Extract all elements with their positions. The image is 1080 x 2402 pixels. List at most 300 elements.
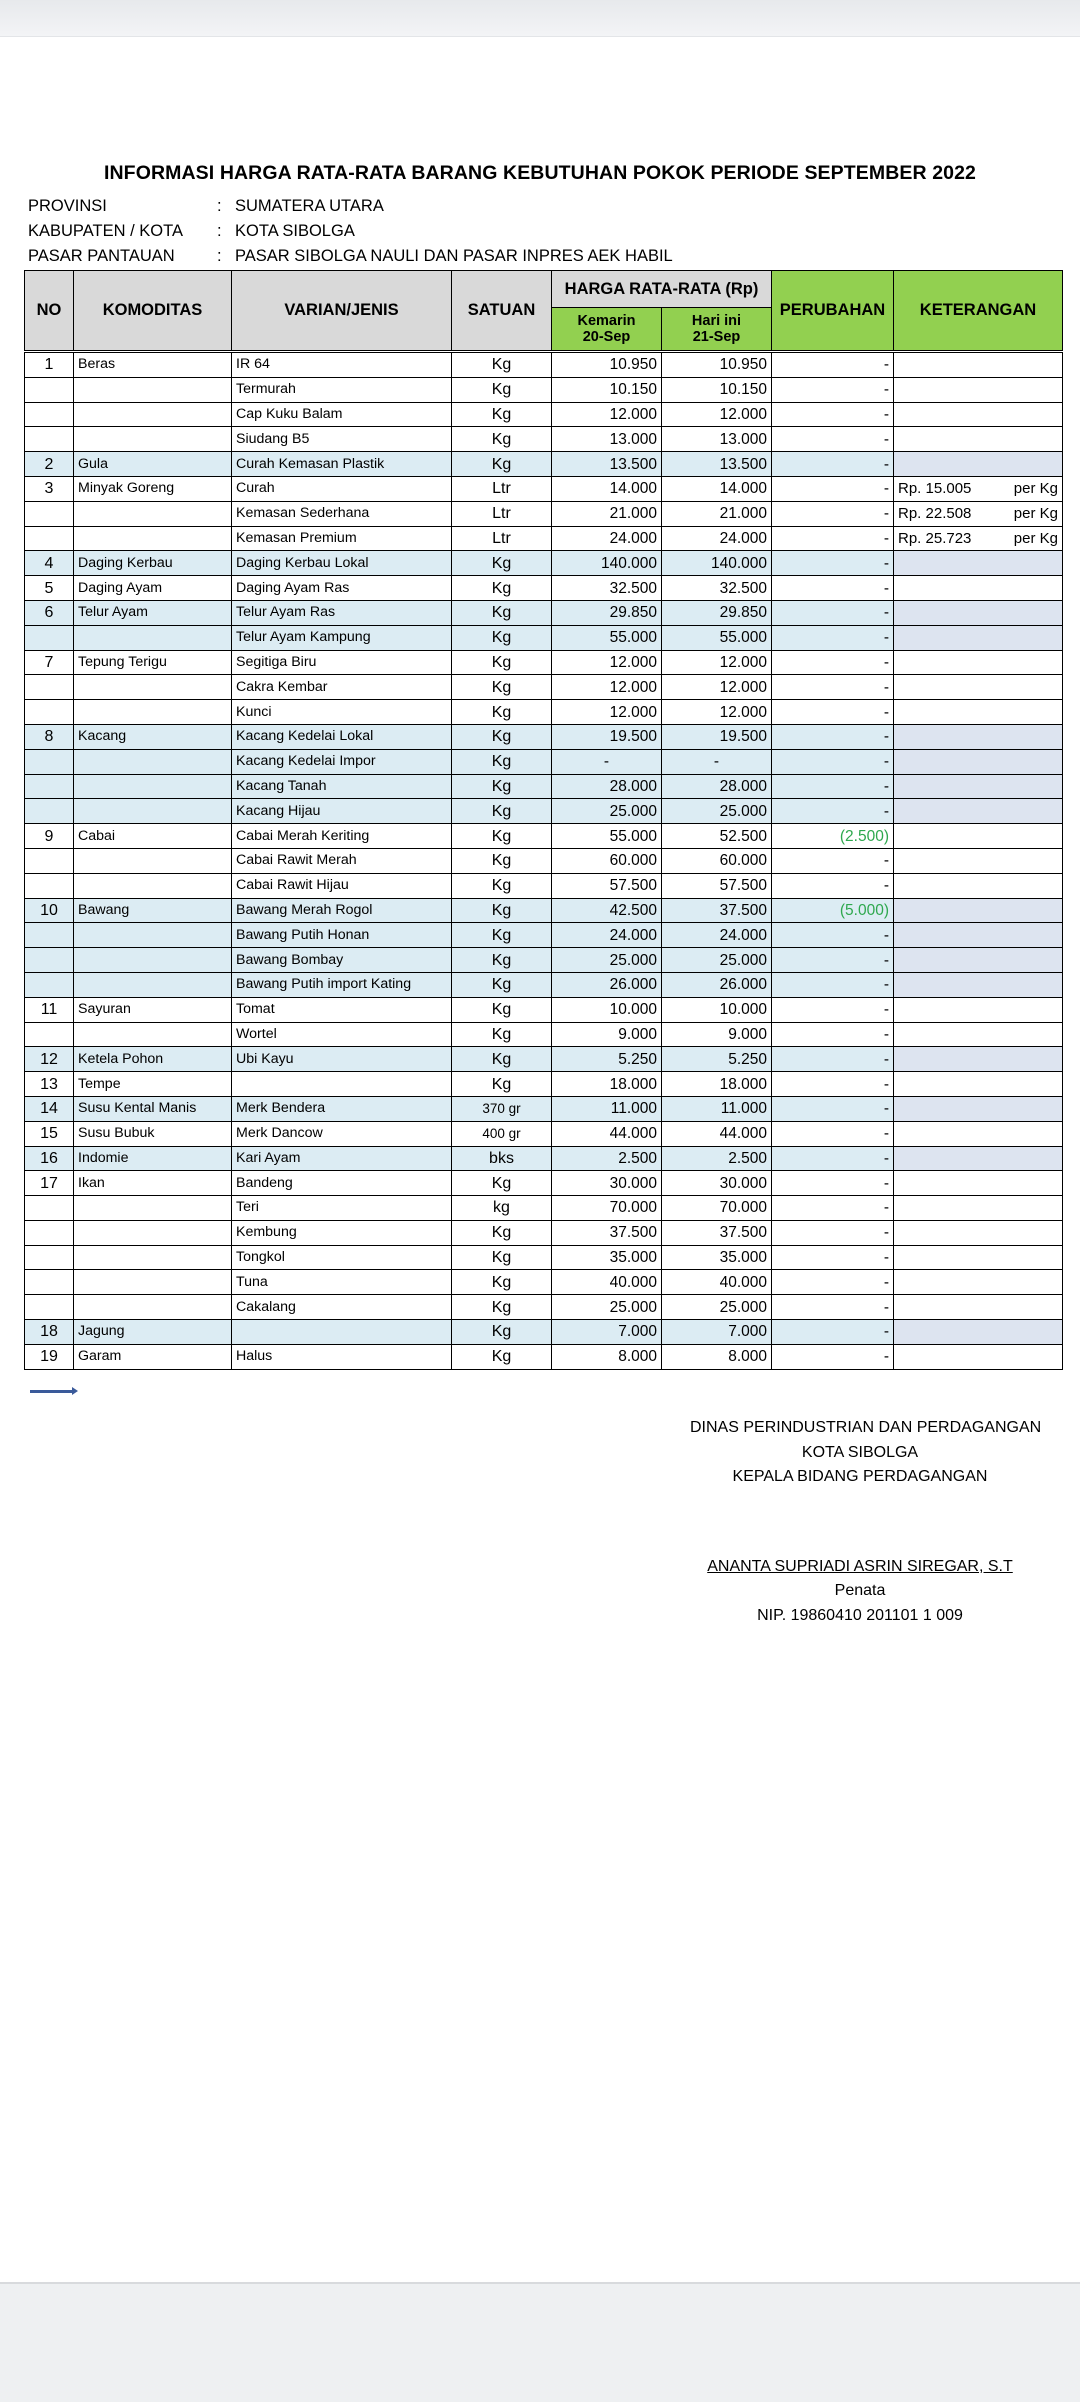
row-perubahan: -: [772, 427, 894, 452]
row-perubahan: -: [772, 749, 894, 774]
row-satuan: Kg: [452, 774, 552, 799]
row-keterangan: [894, 352, 1063, 378]
row-varian: Siudang B5: [232, 427, 452, 452]
row-satuan: Kg: [452, 452, 552, 477]
row-varian: Cabai Rawit Merah: [232, 848, 452, 873]
row-varian: Kacang Tanah: [232, 774, 452, 799]
row-varian: Bawang Merah Rogol: [232, 898, 452, 923]
row-keterangan: [894, 650, 1063, 675]
row-satuan: Kg: [452, 923, 552, 948]
row-hari-ini: 18.000: [662, 1072, 772, 1097]
row-komoditas: [74, 799, 232, 824]
row-satuan: Kg: [452, 749, 552, 774]
row-perubahan: (2.500): [772, 824, 894, 849]
row-komoditas: [74, 1022, 232, 1047]
row-satuan: Kg: [452, 402, 552, 427]
row-hari-ini: -: [662, 749, 772, 774]
row-perubahan: -: [772, 799, 894, 824]
table-row: [25, 948, 1063, 973]
table-row: [25, 1146, 1063, 1171]
row-keterangan: [894, 1146, 1063, 1171]
table-row: [25, 576, 1063, 601]
row-perubahan: -: [772, 1295, 894, 1320]
row-kemarin: 70.000: [552, 1196, 662, 1221]
row-varian: Merk Dancow: [232, 1121, 452, 1146]
row-komoditas: Susu Kental Manis: [74, 1096, 232, 1121]
row-kemarin: 25.000: [552, 1295, 662, 1320]
row-kemarin: 12.000: [552, 650, 662, 675]
row-varian: Halus: [232, 1344, 452, 1369]
row-varian: Tomat: [232, 997, 452, 1022]
row-keterangan: [894, 377, 1063, 402]
row-perubahan: -: [772, 700, 894, 725]
row-kemarin: 10.000: [552, 997, 662, 1022]
row-kemarin: 19.500: [552, 724, 662, 749]
row-satuan: Kg: [452, 1047, 552, 1072]
row-keterangan: [894, 700, 1063, 725]
row-satuan: Kg: [452, 1270, 552, 1295]
row-varian: Cakalang: [232, 1295, 452, 1320]
row-keterangan: [894, 526, 1063, 551]
row-perubahan: -: [772, 1146, 894, 1171]
table-row: [25, 923, 1063, 948]
row-komoditas: Tepung Terigu: [74, 650, 232, 675]
info-value: SUMATERA UTARA: [235, 197, 384, 215]
row-varian: Cabai Rawit Hijau: [232, 873, 452, 898]
row-no: [25, 1022, 74, 1047]
table-row: [25, 1096, 1063, 1121]
row-komoditas: [74, 1295, 232, 1320]
row-komoditas: [74, 427, 232, 452]
row-varian: Kembung: [232, 1220, 452, 1245]
row-kemarin: 25.000: [552, 948, 662, 973]
row-keterangan: [894, 972, 1063, 997]
row-no: 17: [25, 1171, 74, 1196]
table-row: [25, 1196, 1063, 1221]
header-kemarin-label: Kemarin: [577, 313, 636, 329]
row-keterangan: [894, 873, 1063, 898]
row-komoditas: [74, 923, 232, 948]
row-komoditas: [74, 848, 232, 873]
row-satuan: Kg: [452, 1171, 552, 1196]
row-komoditas: Garam: [74, 1344, 232, 1369]
keterangan-unit: per Kg: [1013, 480, 1058, 498]
row-satuan: Kg: [452, 873, 552, 898]
row-perubahan: (5.000): [772, 898, 894, 923]
row-keterangan: [894, 427, 1063, 452]
row-no: [25, 377, 74, 402]
row-kemarin: 10.150: [552, 377, 662, 402]
header-hari-ini: [662, 308, 772, 352]
row-hari-ini: 10.150: [662, 377, 772, 402]
row-hari-ini: 44.000: [662, 1121, 772, 1146]
row-no: 8: [25, 724, 74, 749]
row-kemarin: 5.250: [552, 1047, 662, 1072]
row-varian: IR 64: [232, 352, 452, 378]
row-varian: Ubi Kayu: [232, 1047, 452, 1072]
signature-block: [690, 1416, 1042, 1628]
row-varian: Bandeng: [232, 1171, 452, 1196]
row-kemarin: 2.500: [552, 1146, 662, 1171]
row-satuan: Kg: [452, 700, 552, 725]
table-row: [25, 650, 1063, 675]
header-hari-ini-date: 21-Sep: [692, 329, 741, 345]
table-row: [25, 600, 1063, 625]
row-hari-ini: 21.000: [662, 501, 772, 526]
row-perubahan: -: [772, 724, 894, 749]
row-komoditas: [74, 377, 232, 402]
info-label: KABUPATEN / KOTA: [28, 222, 183, 240]
row-perubahan: -: [772, 1171, 894, 1196]
info-label: PROVINSI: [28, 197, 107, 215]
row-no: 2: [25, 452, 74, 477]
row-no: [25, 923, 74, 948]
row-varian: Cakra Kembar: [232, 675, 452, 700]
row-no: [25, 774, 74, 799]
row-hari-ini: 13.000: [662, 427, 772, 452]
row-hari-ini: 8.000: [662, 1344, 772, 1369]
row-varian: Cabai Merah Keriting: [232, 824, 452, 849]
row-no: [25, 1220, 74, 1245]
row-komoditas: Ikan: [74, 1171, 232, 1196]
row-no: 13: [25, 1072, 74, 1097]
row-satuan: Ltr: [452, 501, 552, 526]
row-no: [25, 501, 74, 526]
row-satuan: bks: [452, 1146, 552, 1171]
row-kemarin: 140.000: [552, 551, 662, 576]
table-row: [25, 625, 1063, 650]
row-varian: Bawang Bombay: [232, 948, 452, 973]
row-varian: Bawang Putih import Kating: [232, 972, 452, 997]
table-row: [25, 1245, 1063, 1270]
info-colon: :: [217, 222, 222, 240]
row-perubahan: -: [772, 1220, 894, 1245]
row-komoditas: Beras: [74, 352, 232, 378]
row-no: [25, 848, 74, 873]
row-kemarin: 12.000: [552, 402, 662, 427]
row-hari-ini: 37.500: [662, 898, 772, 923]
keterangan-unit: per Kg: [1013, 505, 1058, 523]
row-no: 6: [25, 600, 74, 625]
row-hari-ini: 25.000: [662, 948, 772, 973]
row-kemarin: 44.000: [552, 1121, 662, 1146]
table-row: [25, 551, 1063, 576]
row-hari-ini: 9.000: [662, 1022, 772, 1047]
table-row: [25, 1121, 1063, 1146]
row-satuan: Kg: [452, 1320, 552, 1345]
row-no: [25, 873, 74, 898]
table-row: [25, 749, 1063, 774]
row-hari-ini: 12.000: [662, 700, 772, 725]
signature-position: KEPALA BIDANG PERDAGANGAN: [732, 1468, 988, 1485]
row-perubahan: -: [772, 675, 894, 700]
row-hari-ini: 12.000: [662, 675, 772, 700]
row-satuan: Kg: [452, 824, 552, 849]
row-no: 7: [25, 650, 74, 675]
header-kemarin-date: 20-Sep: [582, 329, 631, 345]
row-kemarin: 13.500: [552, 452, 662, 477]
row-keterangan: [894, 551, 1063, 576]
row-kemarin: 13.000: [552, 427, 662, 452]
row-hari-ini: 25.000: [662, 1295, 772, 1320]
row-satuan: Kg: [452, 625, 552, 650]
row-keterangan: [894, 1196, 1063, 1221]
row-kemarin: 25.000: [552, 799, 662, 824]
row-hari-ini: 12.000: [662, 402, 772, 427]
header-perubahan: PERUBAHAN: [772, 271, 894, 352]
keterangan-value: Rp. 15.005: [898, 480, 972, 498]
row-keterangan: [894, 1270, 1063, 1295]
row-komoditas: [74, 1196, 232, 1221]
row-no: [25, 625, 74, 650]
row-keterangan: [894, 1171, 1063, 1196]
row-satuan: Ltr: [452, 476, 552, 501]
table-row: [25, 402, 1063, 427]
row-komoditas: Sayuran: [74, 997, 232, 1022]
table-row: [25, 427, 1063, 452]
row-kemarin: 8.000: [552, 1344, 662, 1369]
row-kemarin: -: [552, 749, 662, 774]
row-satuan: Kg: [452, 675, 552, 700]
row-hari-ini: 2.500: [662, 1146, 772, 1171]
row-varian: Tongkol: [232, 1245, 452, 1270]
row-varian: Kemasan Sederhana: [232, 501, 452, 526]
row-hari-ini: 5.250: [662, 1047, 772, 1072]
row-perubahan: -: [772, 352, 894, 378]
row-perubahan: -: [772, 948, 894, 973]
row-hari-ini: 40.000: [662, 1270, 772, 1295]
table-row: [25, 1220, 1063, 1245]
row-komoditas: Indomie: [74, 1146, 232, 1171]
row-varian: Cap Kuku Balam: [232, 402, 452, 427]
row-hari-ini: 13.500: [662, 452, 772, 477]
row-hari-ini: 30.000: [662, 1171, 772, 1196]
row-varian: Segitiga Biru: [232, 650, 452, 675]
row-kemarin: 11.000: [552, 1096, 662, 1121]
row-no: 9: [25, 824, 74, 849]
row-komoditas: [74, 501, 232, 526]
row-varian: Bawang Putih Honan: [232, 923, 452, 948]
table-row: [25, 377, 1063, 402]
row-no: [25, 402, 74, 427]
row-hari-ini: 11.000: [662, 1096, 772, 1121]
row-perubahan: -: [772, 972, 894, 997]
row-hari-ini: 24.000: [662, 526, 772, 551]
header-hari-ini-label: Hari ini: [691, 313, 742, 329]
keterangan-unit: per Kg: [1013, 529, 1058, 547]
info-value: PASAR SIBOLGA NAULI DAN PASAR INPRES AEK HABIL: [235, 247, 673, 265]
table-row: [25, 1022, 1063, 1047]
row-kemarin: 60.000: [552, 848, 662, 873]
table-row: [25, 848, 1063, 873]
row-varian: Kari Ayam: [232, 1146, 452, 1171]
row-varian: Merk Bendera: [232, 1096, 452, 1121]
row-kemarin: 7.000: [552, 1320, 662, 1345]
info-colon: :: [217, 197, 222, 215]
row-satuan: Kg: [452, 898, 552, 923]
row-keterangan: [894, 1344, 1063, 1369]
row-no: [25, 799, 74, 824]
row-keterangan: [894, 1121, 1063, 1146]
row-satuan: Kg: [452, 848, 552, 873]
row-kemarin: 21.000: [552, 501, 662, 526]
header-keterangan: KETERANGAN: [894, 271, 1063, 352]
row-hari-ini: 32.500: [662, 576, 772, 601]
row-hari-ini: 55.000: [662, 625, 772, 650]
row-no: [25, 948, 74, 973]
row-varian: Kunci: [232, 700, 452, 725]
row-satuan: Kg: [452, 650, 552, 675]
info-label: PASAR PANTAUAN: [28, 247, 175, 265]
table-row: [25, 675, 1063, 700]
row-no: [25, 1270, 74, 1295]
signature-nip: NIP. 19860410 201101 1 009: [757, 1606, 963, 1624]
row-no: 19: [25, 1344, 74, 1369]
row-kemarin: 55.000: [552, 824, 662, 849]
row-hari-ini: 29.850: [662, 600, 772, 625]
row-keterangan: [894, 1295, 1063, 1320]
row-no: 15: [25, 1121, 74, 1146]
row-satuan: Kg: [452, 997, 552, 1022]
info-colon: :: [217, 247, 222, 265]
row-varian: Kacang Hijau: [232, 799, 452, 824]
row-komoditas: Jagung: [74, 1320, 232, 1345]
row-perubahan: -: [772, 1096, 894, 1121]
row-satuan: Kg: [452, 576, 552, 601]
row-satuan: Kg: [452, 427, 552, 452]
row-no: [25, 1196, 74, 1221]
table-row: [25, 898, 1063, 923]
table-row: [25, 1047, 1063, 1072]
row-perubahan: -: [772, 923, 894, 948]
row-varian: Kacang Kedelai Lokal: [232, 724, 452, 749]
row-kemarin: 26.000: [552, 972, 662, 997]
row-varian: Daging Ayam Ras: [232, 576, 452, 601]
row-komoditas: Ketela Pohon: [74, 1047, 232, 1072]
row-komoditas: Telur Ayam: [74, 600, 232, 625]
row-komoditas: [74, 774, 232, 799]
row-hari-ini: 28.000: [662, 774, 772, 799]
table-row: [25, 501, 1063, 526]
row-kemarin: 12.000: [552, 700, 662, 725]
row-hari-ini: 24.000: [662, 923, 772, 948]
row-perubahan: -: [772, 774, 894, 799]
row-hari-ini: 70.000: [662, 1196, 772, 1221]
row-varian: Wortel: [232, 1022, 452, 1047]
row-komoditas: Daging Ayam: [74, 576, 232, 601]
row-no: [25, 675, 74, 700]
row-no: [25, 700, 74, 725]
row-kemarin: 9.000: [552, 1022, 662, 1047]
row-perubahan: -: [772, 526, 894, 551]
row-komoditas: Susu Bubuk: [74, 1121, 232, 1146]
keterangan-value: Rp. 22.508: [898, 505, 972, 523]
table-row: [25, 724, 1063, 749]
row-hari-ini: 60.000: [662, 848, 772, 873]
row-no: 11: [25, 997, 74, 1022]
row-komoditas: [74, 972, 232, 997]
table-row: [25, 1270, 1063, 1295]
row-varian: Curah: [232, 476, 452, 501]
row-kemarin: 24.000: [552, 923, 662, 948]
row-varian: Daging Kerbau Lokal: [232, 551, 452, 576]
row-satuan: Kg: [452, 948, 552, 973]
table-row: [25, 1171, 1063, 1196]
row-keterangan: [894, 1096, 1063, 1121]
row-kemarin: 35.000: [552, 1245, 662, 1270]
document-title: INFORMASI HARGA RATA-RATA BARANG KEBUTUHAN POKOK PERIODE SEPTEMBER 2022: [103, 162, 976, 184]
row-satuan: Kg: [452, 600, 552, 625]
row-komoditas: Cabai: [74, 824, 232, 849]
info-value: KOTA SIBOLGA: [235, 222, 355, 240]
keterangan-value: Rp. 25.723: [898, 529, 972, 547]
table-row: [25, 476, 1063, 501]
row-varian: Curah Kemasan Plastik: [232, 452, 452, 477]
row-satuan: Ltr: [452, 526, 552, 551]
table-row: [25, 799, 1063, 824]
row-kemarin: 40.000: [552, 1270, 662, 1295]
row-hari-ini: 14.000: [662, 476, 772, 501]
row-keterangan: [894, 501, 1063, 526]
row-perubahan: -: [772, 377, 894, 402]
row-perubahan: -: [772, 576, 894, 601]
row-komoditas: [74, 749, 232, 774]
row-satuan: Kg: [452, 1072, 552, 1097]
row-satuan: Kg: [452, 352, 552, 378]
row-kemarin: 14.000: [552, 476, 662, 501]
header-komoditas: KOMODITAS: [74, 271, 232, 352]
row-keterangan: [894, 824, 1063, 849]
row-keterangan: [894, 1220, 1063, 1245]
row-komoditas: [74, 948, 232, 973]
row-satuan: Kg: [452, 1295, 552, 1320]
row-satuan: Kg: [452, 724, 552, 749]
row-satuan: Kg: [452, 1022, 552, 1047]
row-no: 1: [25, 352, 74, 378]
row-varian: Tuna: [232, 1270, 452, 1295]
row-hari-ini: 10.000: [662, 997, 772, 1022]
row-perubahan: -: [772, 452, 894, 477]
row-keterangan: [894, 799, 1063, 824]
row-komoditas: [74, 526, 232, 551]
row-perubahan: -: [772, 625, 894, 650]
row-hari-ini: 7.000: [662, 1320, 772, 1345]
table-row: [25, 700, 1063, 725]
row-no: 16: [25, 1146, 74, 1171]
row-hari-ini: 35.000: [662, 1245, 772, 1270]
table-row: [25, 1320, 1063, 1345]
row-keterangan: [894, 452, 1063, 477]
bottom-bar: [0, 2282, 1080, 2402]
row-no: [25, 749, 74, 774]
row-komoditas: Minyak Goreng: [74, 476, 232, 501]
row-no: 18: [25, 1320, 74, 1345]
row-kemarin: 24.000: [552, 526, 662, 551]
row-satuan: Kg: [452, 1220, 552, 1245]
row-satuan: Kg: [452, 799, 552, 824]
row-komoditas: Tempe: [74, 1072, 232, 1097]
row-kemarin: 28.000: [552, 774, 662, 799]
row-satuan: 400 gr: [452, 1121, 552, 1146]
signature-dept: DINAS PERINDUSTRIAN DAN PERDAGANGAN: [690, 1419, 1042, 1436]
row-perubahan: -: [772, 1121, 894, 1146]
row-kemarin: 32.500: [552, 576, 662, 601]
row-hari-ini: 19.500: [662, 724, 772, 749]
row-keterangan: [894, 948, 1063, 973]
row-kemarin: 42.500: [552, 898, 662, 923]
table-row: [25, 972, 1063, 997]
row-hari-ini: 12.000: [662, 650, 772, 675]
